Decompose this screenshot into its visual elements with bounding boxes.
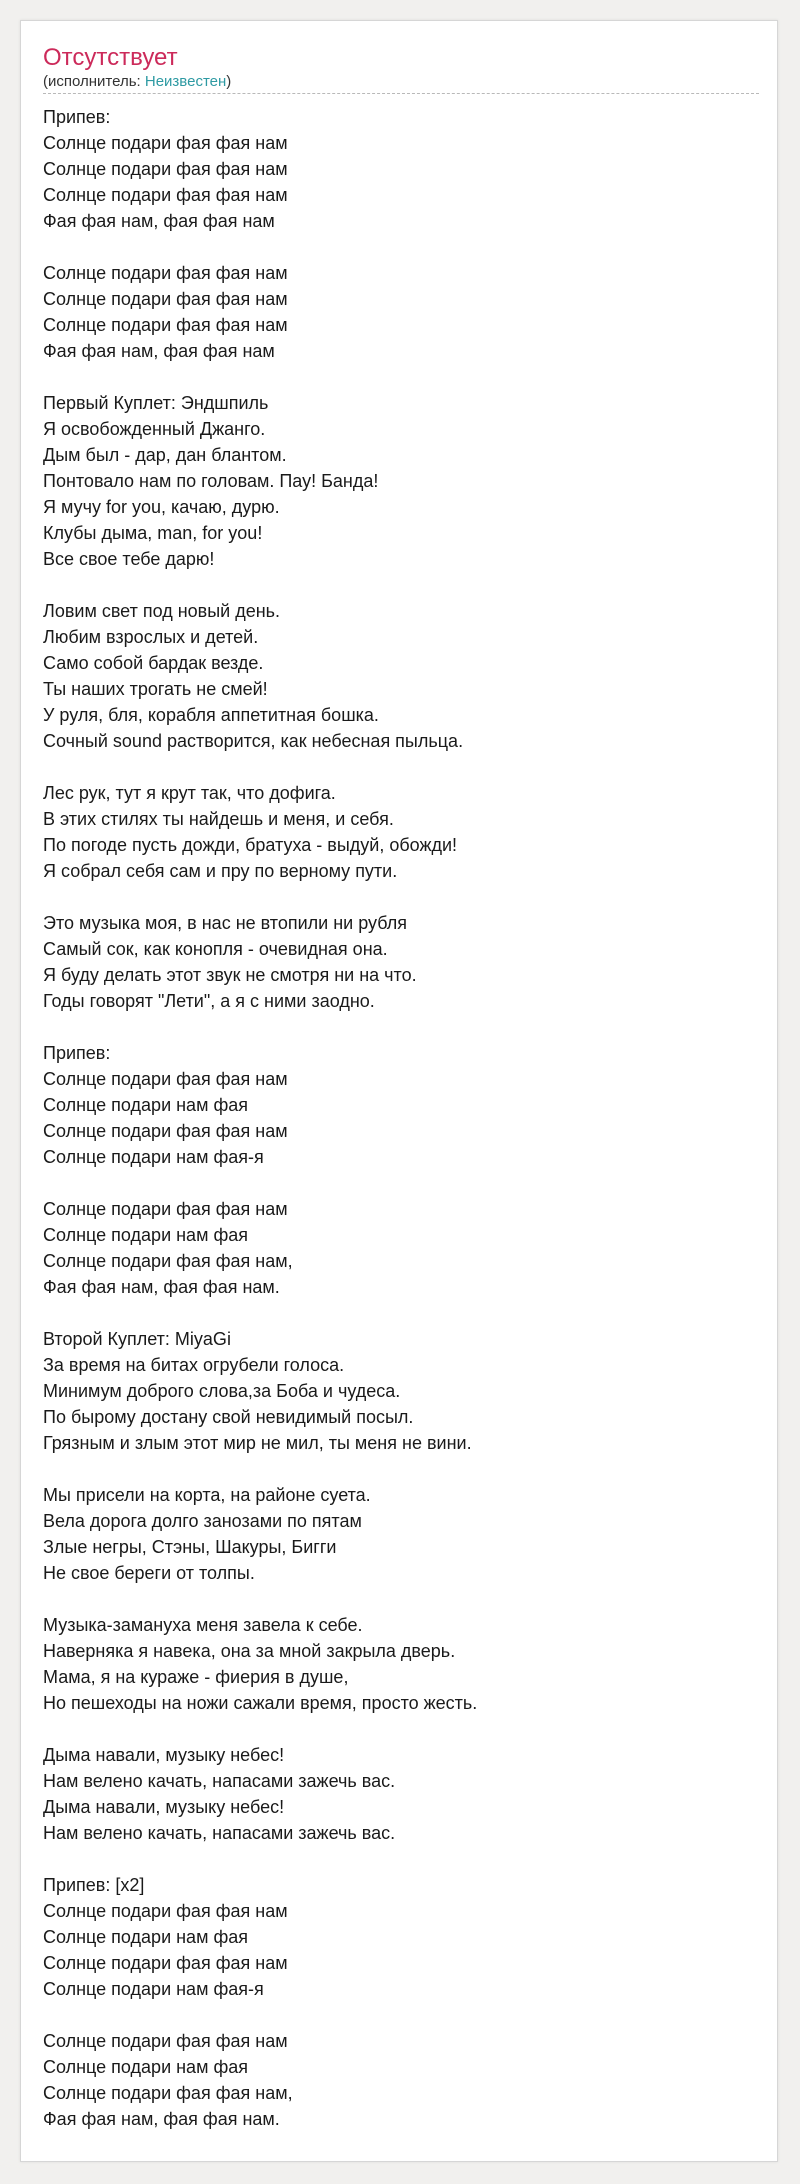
lyrics-line: Сочный sound растворится, как небесная пыльца.: [43, 731, 464, 751]
lyrics-line: Припев: [x2]: [43, 1875, 145, 1895]
artist-link[interactable]: Неизвестен: [144, 73, 227, 90]
lyrics-line: Фая фая нам, фая фая нам.: [43, 1277, 280, 1297]
lyrics-line: Дыма навали, музыку небес!: [43, 1797, 285, 1817]
lyrics-line: Солнце подари фая фая нам,: [43, 1251, 293, 1271]
artist-line: [43, 73, 759, 91]
lyrics-line: Я мучу for you, качаю, дурю.: [43, 497, 280, 517]
lyrics-line: Годы говорят "Лети", а я с ними заодно.: [43, 991, 375, 1011]
lyrics-line: Солнце подари фая фая нам: [43, 1121, 288, 1141]
lyrics-line: Грязным и злым этот мир не мил, ты меня не вини.: [43, 1433, 472, 1453]
lyrics-line: Лес рук, тут я крут так, что дофига.: [43, 783, 336, 803]
lyrics-line: Первый Куплет: Эндшпиль: [43, 393, 269, 413]
lyrics-line: Солнце подари фая фая нам: [43, 1953, 288, 1973]
lyrics-line: Нам велено качать, напасами зажечь вас.: [43, 1823, 396, 1843]
lyrics-line: Припев:: [43, 1043, 111, 1063]
lyrics-line: Злые негры, Стэны, Шакуры, Бигги: [43, 1537, 337, 1557]
lyrics-line: Солнце подари фая фая нам: [43, 1199, 288, 1219]
lyrics-line: Но пешеходы на ножи сажали время, просто жесть.: [43, 1693, 478, 1713]
lyrics-stanza: [43, 1196, 759, 1300]
lyrics-line: Наверняка я навека, она за мной закрыла дверь.: [43, 1641, 456, 1661]
lyrics-stanza: [43, 910, 759, 1014]
lyrics-stanza: [43, 1326, 759, 1456]
lyrics-line: Это музыка моя, в нас не втопили ни рубля: [43, 913, 407, 933]
lyrics-line: Любим взрослых и детей.: [43, 627, 259, 647]
lyrics-line: Я освобожденный Джанго.: [43, 419, 266, 439]
lyrics-line: Фая фая нам, фая фая нам.: [43, 2109, 280, 2129]
lyrics-line: Припев:: [43, 107, 111, 127]
lyrics-stanza: [43, 2028, 759, 2132]
lyrics-line: Самый сок, как конопля - очевидная она.: [43, 939, 388, 959]
lyrics-stanza: [43, 1040, 759, 1170]
lyrics-stanza: [43, 1482, 759, 1586]
lyrics-line: В этих стилях ты найдешь и меня, и себя.: [43, 809, 394, 829]
lyrics-line: Солнце подари нам фая: [43, 1095, 249, 1115]
lyrics-line: Мы присели на корта, на районе суета.: [43, 1485, 371, 1505]
lyrics-line: Я собрал себя сам и пру по верному пути.: [43, 861, 398, 881]
lyrics-line: Солнце подари фая фая нам: [43, 1901, 288, 1921]
lyrics-line: Солнце подари фая фая нам,: [43, 2083, 293, 2103]
lyrics-stanza: [43, 104, 759, 234]
lyrics-card: [20, 20, 778, 2162]
lyrics-line: Мама, я на кураже - фиерия в душе,: [43, 1667, 349, 1687]
lyrics-line: Дым был - дар, дан блантом.: [43, 445, 287, 465]
lyrics-line: Солнце подари нам фая: [43, 2057, 249, 2077]
lyrics-stanza: [43, 598, 759, 754]
lyrics-stanza: [43, 390, 759, 572]
lyrics-body: [43, 104, 759, 2158]
lyrics-line: Солнце подари нам фая: [43, 1927, 249, 1947]
lyrics-stanza: [43, 260, 759, 364]
lyrics-line: Понтовало нам по головам. Пау! Банда!: [43, 471, 379, 491]
lyrics-line: Солнце подари нам фая: [43, 1225, 249, 1245]
lyrics-line: По бырому достану свой невидимый посыл.: [43, 1407, 414, 1427]
lyrics-stanza: [43, 780, 759, 884]
lyrics-line: Само собой бардак везде.: [43, 653, 264, 673]
lyrics-line: Вела дорога долго занозами по пятам: [43, 1511, 362, 1531]
lyrics-line: Солнце подари нам фая-я: [43, 1147, 264, 1167]
song-title: Отсутствует: [43, 44, 178, 71]
lyrics-line: Солнце подари фая фая нам: [43, 1069, 288, 1089]
lyrics-line: Не свое береги от толпы.: [43, 1563, 255, 1583]
lyrics-line: Фая фая нам, фая фая нам: [43, 341, 275, 361]
lyrics-line: Солнце подари фая фая нам: [43, 2031, 288, 2051]
lyrics-line: Солнце подари фая фая нам: [43, 289, 288, 309]
lyrics-line: Ты наших трогать не смей!: [43, 679, 268, 699]
lyrics-line: Солнце подари фая фая нам: [43, 185, 288, 205]
lyrics-line: Солнце подари нам фая-я: [43, 1979, 264, 1999]
lyrics-line: Дыма навали, музыку небес!: [43, 1745, 285, 1765]
lyrics-line: Фая фая нам, фая фая нам: [43, 211, 275, 231]
lyrics-line: У руля, бля, корабля аппетитная бошка.: [43, 705, 379, 725]
lyrics-stanza: [43, 1742, 759, 1846]
artist-suffix: ): [226, 73, 232, 90]
lyrics-stanza: [43, 1872, 759, 2002]
lyrics-line: Солнце подари фая фая нам: [43, 159, 288, 179]
lyrics-line: По погоде пусть дожди, братуха - выдуй, обожди!: [43, 835, 458, 855]
lyrics-line: Минимум доброго слова,за Боба и чудеса.: [43, 1381, 401, 1401]
lyrics-line: Музыка-замануха меня завела к себе.: [43, 1615, 363, 1635]
lyrics-line: Ловим свет под новый день.: [43, 601, 281, 621]
artist-prefix: (исполнитель:: [43, 73, 145, 90]
lyrics-line: За время на битах огрубели голоса.: [43, 1355, 345, 1375]
lyrics-line: Клубы дыма, man, for you!: [43, 523, 263, 543]
lyrics-line: Солнце подари фая фая нам: [43, 263, 288, 283]
lyrics-line: Все свое тебе дарю!: [43, 549, 215, 569]
lyrics-line: Солнце подари фая фая нам: [43, 133, 288, 153]
lyrics-line: Солнце подари фая фая нам: [43, 315, 288, 335]
lyrics-stanza: [43, 1612, 759, 1716]
lyrics-line: Я буду делать этот звук не смотря ни на что.: [43, 965, 417, 985]
song-header: [43, 43, 759, 94]
lyrics-line: Нам велено качать, напасами зажечь вас.: [43, 1771, 396, 1791]
lyrics-line: Второй Куплет: MiyaGi: [43, 1329, 231, 1349]
